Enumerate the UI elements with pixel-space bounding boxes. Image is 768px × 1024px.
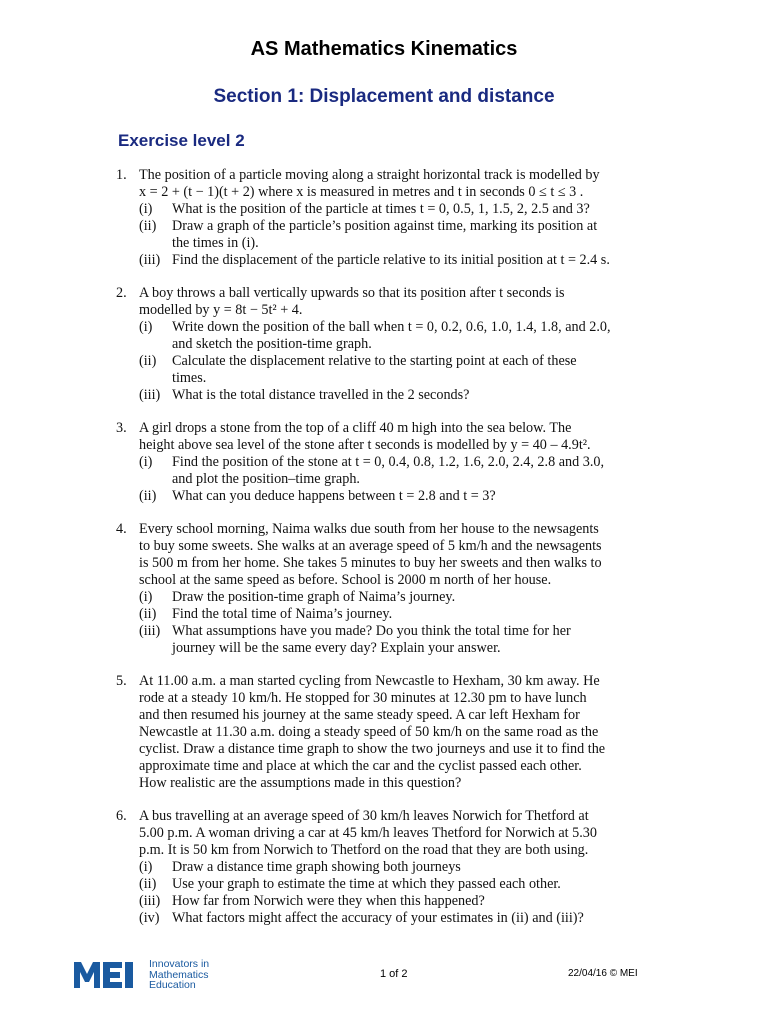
question-text-line: A bus travelling at an average speed of 30 km/h leaves Norwich for Thetford at — [139, 808, 589, 824]
document-title: AS Mathematics Kinematics — [250, 38, 518, 60]
question-item — [116, 673, 656, 792]
part-text — [172, 910, 656, 927]
part-label: (iv) — [139, 910, 160, 926]
part-text-line: What is the position of the particle at times t = 0, 0.5, 1, 1.5, 2, 2.5 and 3? — [172, 201, 590, 217]
part-text-line: and sketch the position-time graph. — [172, 336, 372, 352]
part-label: (iii) — [139, 623, 161, 639]
part-text-line: How far from Norwich were they when this happened? — [172, 893, 485, 909]
part-text-line: and plot the position–time graph. — [172, 471, 360, 487]
part-text — [172, 387, 656, 404]
part-text — [172, 606, 656, 623]
part-text-line: What can you deduce happens between t = 2.8 and t = 3? — [172, 488, 496, 504]
part-text-line: Use your graph to estimate the time at which they passed each other. — [172, 876, 561, 892]
question-part — [139, 218, 656, 252]
part-text-line: Find the displacement of the particle relative to its initial position at t = 2.4 s. — [172, 252, 610, 268]
part-text — [172, 252, 656, 269]
question-part — [139, 859, 656, 876]
part-text-line: times. — [172, 370, 207, 386]
part-label: (ii) — [139, 488, 157, 504]
part-text — [172, 319, 656, 353]
part-text-line: Draw the position-time graph of Naima’s journey. — [172, 589, 456, 605]
question-text-line: How realistic are the assumptions made in this question? — [139, 775, 462, 791]
question-text-line: and then resumed his journey at the same steady speed. A car left Hexham for — [139, 707, 580, 723]
part-text-line: Find the position of the stone at t = 0, 0.4, 0.8, 1.2, 1.6, 2.0, 2.4, 2.8 and 3.0, — [172, 454, 605, 470]
part-text-line: What factors might affect the accuracy of your estimates in (ii) and (iii)? — [172, 910, 584, 926]
question-part — [139, 623, 656, 657]
question-text-line: height above sea level of the stone after t seconds is modelled by y = 40 – 4.9t². — [139, 437, 591, 453]
question-part — [139, 876, 656, 893]
question-text-line: Every school morning, Naima walks due south from her house to the newsagents — [139, 521, 599, 537]
question-list — [116, 167, 656, 943]
question-number: 5. — [116, 673, 127, 689]
question-part — [139, 387, 656, 404]
question-body — [139, 420, 656, 505]
question-number: 4. — [116, 521, 127, 537]
exercise-level-heading: Exercise level 2 — [118, 131, 245, 150]
question-number: 1. — [116, 167, 127, 183]
question-body — [139, 167, 656, 269]
question-part — [139, 606, 656, 623]
question-number: 2. — [116, 285, 127, 301]
part-text-line: Draw a distance time graph showing both journeys — [172, 859, 461, 875]
question-text-line: x = 2 + (t − 1)(t + 2) where x is measured in metres and t in seconds 0 ≤ t ≤ 3 . — [139, 184, 584, 200]
part-text — [172, 488, 656, 505]
part-label: (ii) — [139, 606, 157, 622]
part-label: (ii) — [139, 353, 157, 369]
question-text-line: school at the same speed as before. School is 2000 m north of her house. — [139, 572, 552, 588]
question-part — [139, 454, 656, 488]
part-label: (i) — [139, 859, 153, 875]
question-text-line: Newcastle at 11.30 a.m. doing a steady speed of 50 km/h on the same road as the — [139, 724, 599, 740]
question-part — [139, 589, 656, 606]
part-text-line: journey will be the same every day? Explain your answer. — [172, 640, 501, 656]
part-label: (ii) — [139, 876, 157, 892]
page-number: 1 of 2 — [380, 968, 408, 980]
question-text-line: The position of a particle moving along a straight horizontal track is modelled by — [139, 167, 600, 183]
question-number: 6. — [116, 808, 127, 824]
part-label: (iii) — [139, 252, 161, 268]
section-heading: Section 1: Displacement and distance — [213, 86, 555, 107]
logo-line-1: Innovators in — [149, 958, 210, 970]
part-text — [172, 201, 656, 218]
logo-line-3: Education — [149, 979, 196, 991]
question-number: 3. — [116, 420, 127, 436]
part-text — [172, 876, 656, 893]
question-body — [139, 521, 656, 657]
part-label: (i) — [139, 454, 153, 470]
mei-logo — [72, 959, 209, 991]
part-text-line: What assumptions have you made? Do you think the total time for her — [172, 623, 571, 639]
question-text-line: modelled by y = 8t − 5t² + 4. — [139, 302, 303, 318]
logo-line-2: Mathematics — [149, 968, 209, 981]
part-label: (i) — [139, 589, 153, 605]
question-part — [139, 252, 656, 269]
part-label: (i) — [139, 201, 153, 217]
part-text-line: What is the total distance travelled in the 2 seconds? — [172, 387, 470, 403]
part-text — [172, 623, 656, 657]
question-text-line: approximate time and place at which the car and the cyclist passed each other. — [139, 758, 582, 774]
question-body — [139, 808, 656, 927]
question-item — [116, 420, 656, 505]
question-part — [139, 319, 656, 353]
question-text-line: rode at a steady 10 km/h. He stopped for 30 minutes at 12.30 pm to have lunch — [139, 690, 587, 706]
part-text-line: the times in (i). — [172, 235, 259, 251]
question-item — [116, 521, 656, 657]
question-part — [139, 488, 656, 505]
part-text-line: Find the total time of Naima’s journey. — [172, 606, 393, 622]
part-text-line: Write down the position of the ball when t = 0, 0.2, 0.6, 1.0, 1.4, 1.8, and 2.0, — [172, 319, 611, 335]
question-text-line: At 11.00 a.m. a man started cycling from Newcastle to Hexham, 30 km away. He — [139, 673, 600, 689]
question-text-line: A girl drops a stone from the top of a cliff 40 m high into the sea below. The — [139, 420, 572, 436]
part-text — [172, 589, 656, 606]
question-text-line: 5.00 p.m. A woman driving a car at 45 km/h leaves Thetford for Norwich at 5.30 — [139, 825, 597, 841]
question-item — [116, 808, 656, 927]
question-item — [116, 285, 656, 404]
question-text-line: p.m. It is 50 km from Norwich to Thetford on the road that they are both using. — [139, 842, 589, 858]
part-text — [172, 859, 656, 876]
question-body — [139, 285, 656, 404]
mei-logo-icon — [72, 960, 144, 990]
part-text-line: Draw a graph of the particle’s position against time, marking its position at — [172, 218, 598, 234]
question-body — [139, 673, 656, 792]
part-text — [172, 353, 656, 387]
question-part — [139, 893, 656, 910]
question-text-line: A boy throws a ball vertically upwards so that its position after t seconds is — [139, 285, 565, 301]
part-label: (i) — [139, 319, 153, 335]
question-part — [139, 353, 656, 387]
part-label: (iii) — [139, 387, 161, 403]
question-item — [116, 167, 656, 269]
question-text-line: cyclist. Draw a distance time graph to show the two journeys and use it to find the — [139, 741, 606, 757]
date-copyright: 22/04/16 © MEI — [568, 968, 638, 979]
question-text-line: is 500 m from her home. She takes 5 minutes to buy her sweets and then walks to — [139, 555, 602, 571]
part-label: (iii) — [139, 893, 161, 909]
part-text — [172, 218, 656, 252]
question-part — [139, 201, 656, 218]
page-footer — [0, 950, 768, 1000]
mei-logo-text — [149, 959, 209, 991]
part-label: (ii) — [139, 218, 157, 234]
question-part — [139, 910, 656, 927]
part-text — [172, 454, 656, 488]
question-text-line: to buy some sweets. She walks at an average speed of 5 km/h and the newsagents — [139, 538, 602, 554]
part-text — [172, 893, 656, 910]
part-text-line: Calculate the displacement relative to the starting point at each of these — [172, 353, 577, 369]
